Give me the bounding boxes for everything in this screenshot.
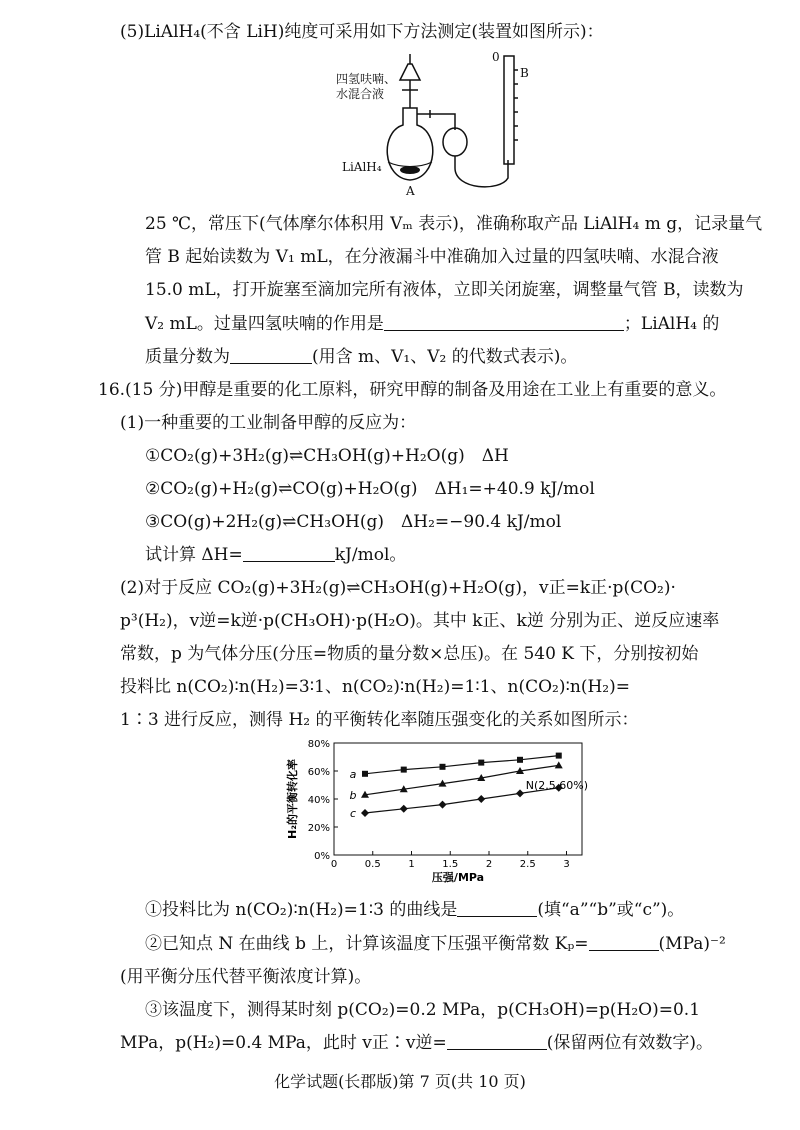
apparatus-diagram	[330, 50, 550, 200]
x-tick-label: 0	[330, 859, 338, 870]
plot-frame	[334, 743, 582, 855]
data-point-c	[477, 795, 485, 803]
data-point-a	[440, 764, 446, 770]
calc-line-a: 试计算 ΔH=	[145, 545, 243, 565]
annotation-n: N(2.5,60%)	[525, 779, 589, 792]
q16-part2-line-5: 1∶3 进行反应，测得 H₂ 的平衡转化率随压强变化的关系如图所示：	[120, 710, 639, 730]
data-point-c	[439, 801, 447, 809]
q15-part5-intro: (5)LiAlH₄(不含 LiH)纯度可采用如下方法测定(装置如图所示)：	[120, 22, 604, 42]
answer-blank-delta-h[interactable]	[243, 543, 335, 562]
q15-text-4	[145, 312, 719, 336]
q15-text-5	[145, 345, 577, 369]
x-tick-label: 1	[408, 859, 415, 870]
series-line-a	[365, 756, 559, 774]
sub-question-2-note: (用平衡分压代替平衡浓度计算)。	[120, 967, 372, 987]
sub-question-3-line-1: ③该温度下，测得某时刻 p(CO₂)=0.2 MPa，p(CH₃OH)=p(H₂O)=0.1	[145, 1000, 701, 1020]
reaction-1: ①CO₂(g)+3H₂(g)⇌CH₃OH(g)+H₂O(g) ΔH	[145, 446, 509, 466]
answer-blank-mass-fraction[interactable]	[230, 345, 312, 364]
x-tick-label: 0.5	[364, 859, 381, 870]
q15-text-2: 管 B 起始读数为 V₁ mL，在分液漏斗中准确加入过量的四氢呋喃、水混合液	[145, 247, 719, 267]
x-tick-label: 2.5	[519, 859, 536, 870]
answer-blank-kp[interactable]	[589, 932, 659, 951]
answer-blank-curve[interactable]	[457, 898, 537, 917]
x-tick-label: 3	[563, 859, 570, 870]
tube-zero-mark: 0	[492, 50, 500, 64]
conversion-chart	[282, 735, 602, 885]
data-point-a	[517, 757, 523, 763]
data-point-a	[362, 771, 368, 777]
q15-text-4b: ；LiAlH₄ 的	[623, 314, 720, 334]
y-axis-label: H₂的平衡转化率	[286, 758, 299, 840]
data-point-a	[478, 760, 484, 766]
sub-question-2-a: ②已知点 N 在曲线 b 上，计算该温度下压强平衡常数 Kₚ=	[145, 934, 589, 954]
data-point-c	[516, 789, 524, 797]
flask-label: LiAlH₄	[342, 160, 382, 174]
calc-line-b: kJ/mol。	[334, 545, 407, 565]
data-point-a	[401, 767, 407, 773]
q16-part1-intro: (1)一种重要的工业制备甲醇的反应为：	[120, 413, 417, 433]
data-point-c	[361, 809, 369, 817]
q15-text-3: 15.0 mL，打开旋塞至滴加完所有液体，立即关闭旋塞，调整量气管 B，读数为	[145, 280, 744, 300]
series-label-c: c	[349, 807, 357, 820]
calc-line	[145, 543, 406, 567]
tube-letter: B	[520, 66, 529, 80]
y-tick-label: 40%	[307, 795, 330, 806]
sub-question-1	[145, 898, 684, 922]
q16-part2-line-2: p³(H₂)，v逆=k逆·p(CH₃OH)·p(H₂O)。其中 k正、k逆 分别为正、逆反应速率	[120, 611, 720, 631]
q15-text-1: 25 ℃，常压下(气体摩尔体积用 Vₘ 表示)，准确称取产品 LiAlH₄ m g，记录量气	[145, 214, 763, 234]
q16-part2-line-4: 投料比 n(CO₂)∶n(H₂)=3∶1、n(CO₂)∶n(H₂)=1∶1、n(CO₂)∶n(H₂)=	[120, 677, 630, 697]
q16-heading: 16.(15 分)甲醇是重要的化工原料，研究甲醇的制备及用途在工业上有重要的意义。	[98, 380, 727, 400]
y-tick-label: 80%	[307, 739, 330, 750]
y-tick-label: 0%	[314, 851, 330, 862]
answer-blank-thf-role[interactable]	[384, 312, 624, 331]
series-label-b: b	[349, 788, 357, 802]
sub-question-3-line-2	[120, 1031, 713, 1055]
series-label-a: a	[349, 767, 357, 781]
reaction-3: ③CO(g)+2H₂(g)⇌CH₃OH(g) ΔH₂=−90.4 kJ/mol	[145, 512, 562, 532]
funnel-label-1: 四氢呋喃、	[336, 72, 397, 86]
funnel-label-2: 水混合液	[336, 87, 385, 101]
page-footer: 化学试题(长郡版)第 7 页(共 10 页)	[274, 1072, 526, 1091]
q15-text-5b: (用含 m、V₁、V₂ 的代数式表示)。	[312, 347, 578, 367]
flask-letter: A	[406, 184, 415, 198]
y-tick-label: 60%	[307, 767, 330, 778]
data-point-a	[556, 753, 562, 759]
sub-question-1-b: (填“a”“b”或“c”)。	[537, 900, 685, 920]
q15-text-4a: V₂ mL。过量四氢呋喃的作用是	[145, 314, 384, 334]
data-point-b	[555, 761, 563, 768]
sub-question-2-b: (MPa)⁻²	[658, 934, 726, 954]
sub-question-1-a: ①投料比为 n(CO₂)∶n(H₂)=1∶3 的曲线是	[145, 900, 458, 920]
q16-part2-line-1: (2)对于反应 CO₂(g)+3H₂(g)⇌CH₃OH(g)+H₂O(g)，v正=k正·p(CO₂)·	[120, 578, 676, 598]
sub-question-3-a: MPa，p(H₂)=0.4 MPa，此时 v正∶v逆=	[120, 1033, 447, 1053]
q15-text-5a: 质量分数为	[145, 347, 230, 367]
sub-question-3-b: (保留两位有效数字)。	[546, 1033, 714, 1053]
x-tick-label: 2	[485, 859, 493, 870]
x-axis-label: 压强/MPa	[431, 871, 485, 884]
reaction-2: ②CO₂(g)+H₂(g)⇌CO(g)+H₂O(g) ΔH₁=+40.9 kJ/mol	[145, 479, 595, 499]
data-point-c	[400, 805, 408, 813]
q16-part2-line-3: 常数，p 为气体分压(分压=物质的量分数×总压)。在 540 K 下，分别按初始	[120, 644, 699, 664]
x-tick-label: 1.5	[442, 859, 459, 870]
y-tick-label: 20%	[307, 823, 330, 834]
answer-blank-rate-ratio[interactable]	[447, 1031, 547, 1050]
chart-svg	[282, 735, 602, 885]
sub-question-2	[145, 932, 726, 956]
